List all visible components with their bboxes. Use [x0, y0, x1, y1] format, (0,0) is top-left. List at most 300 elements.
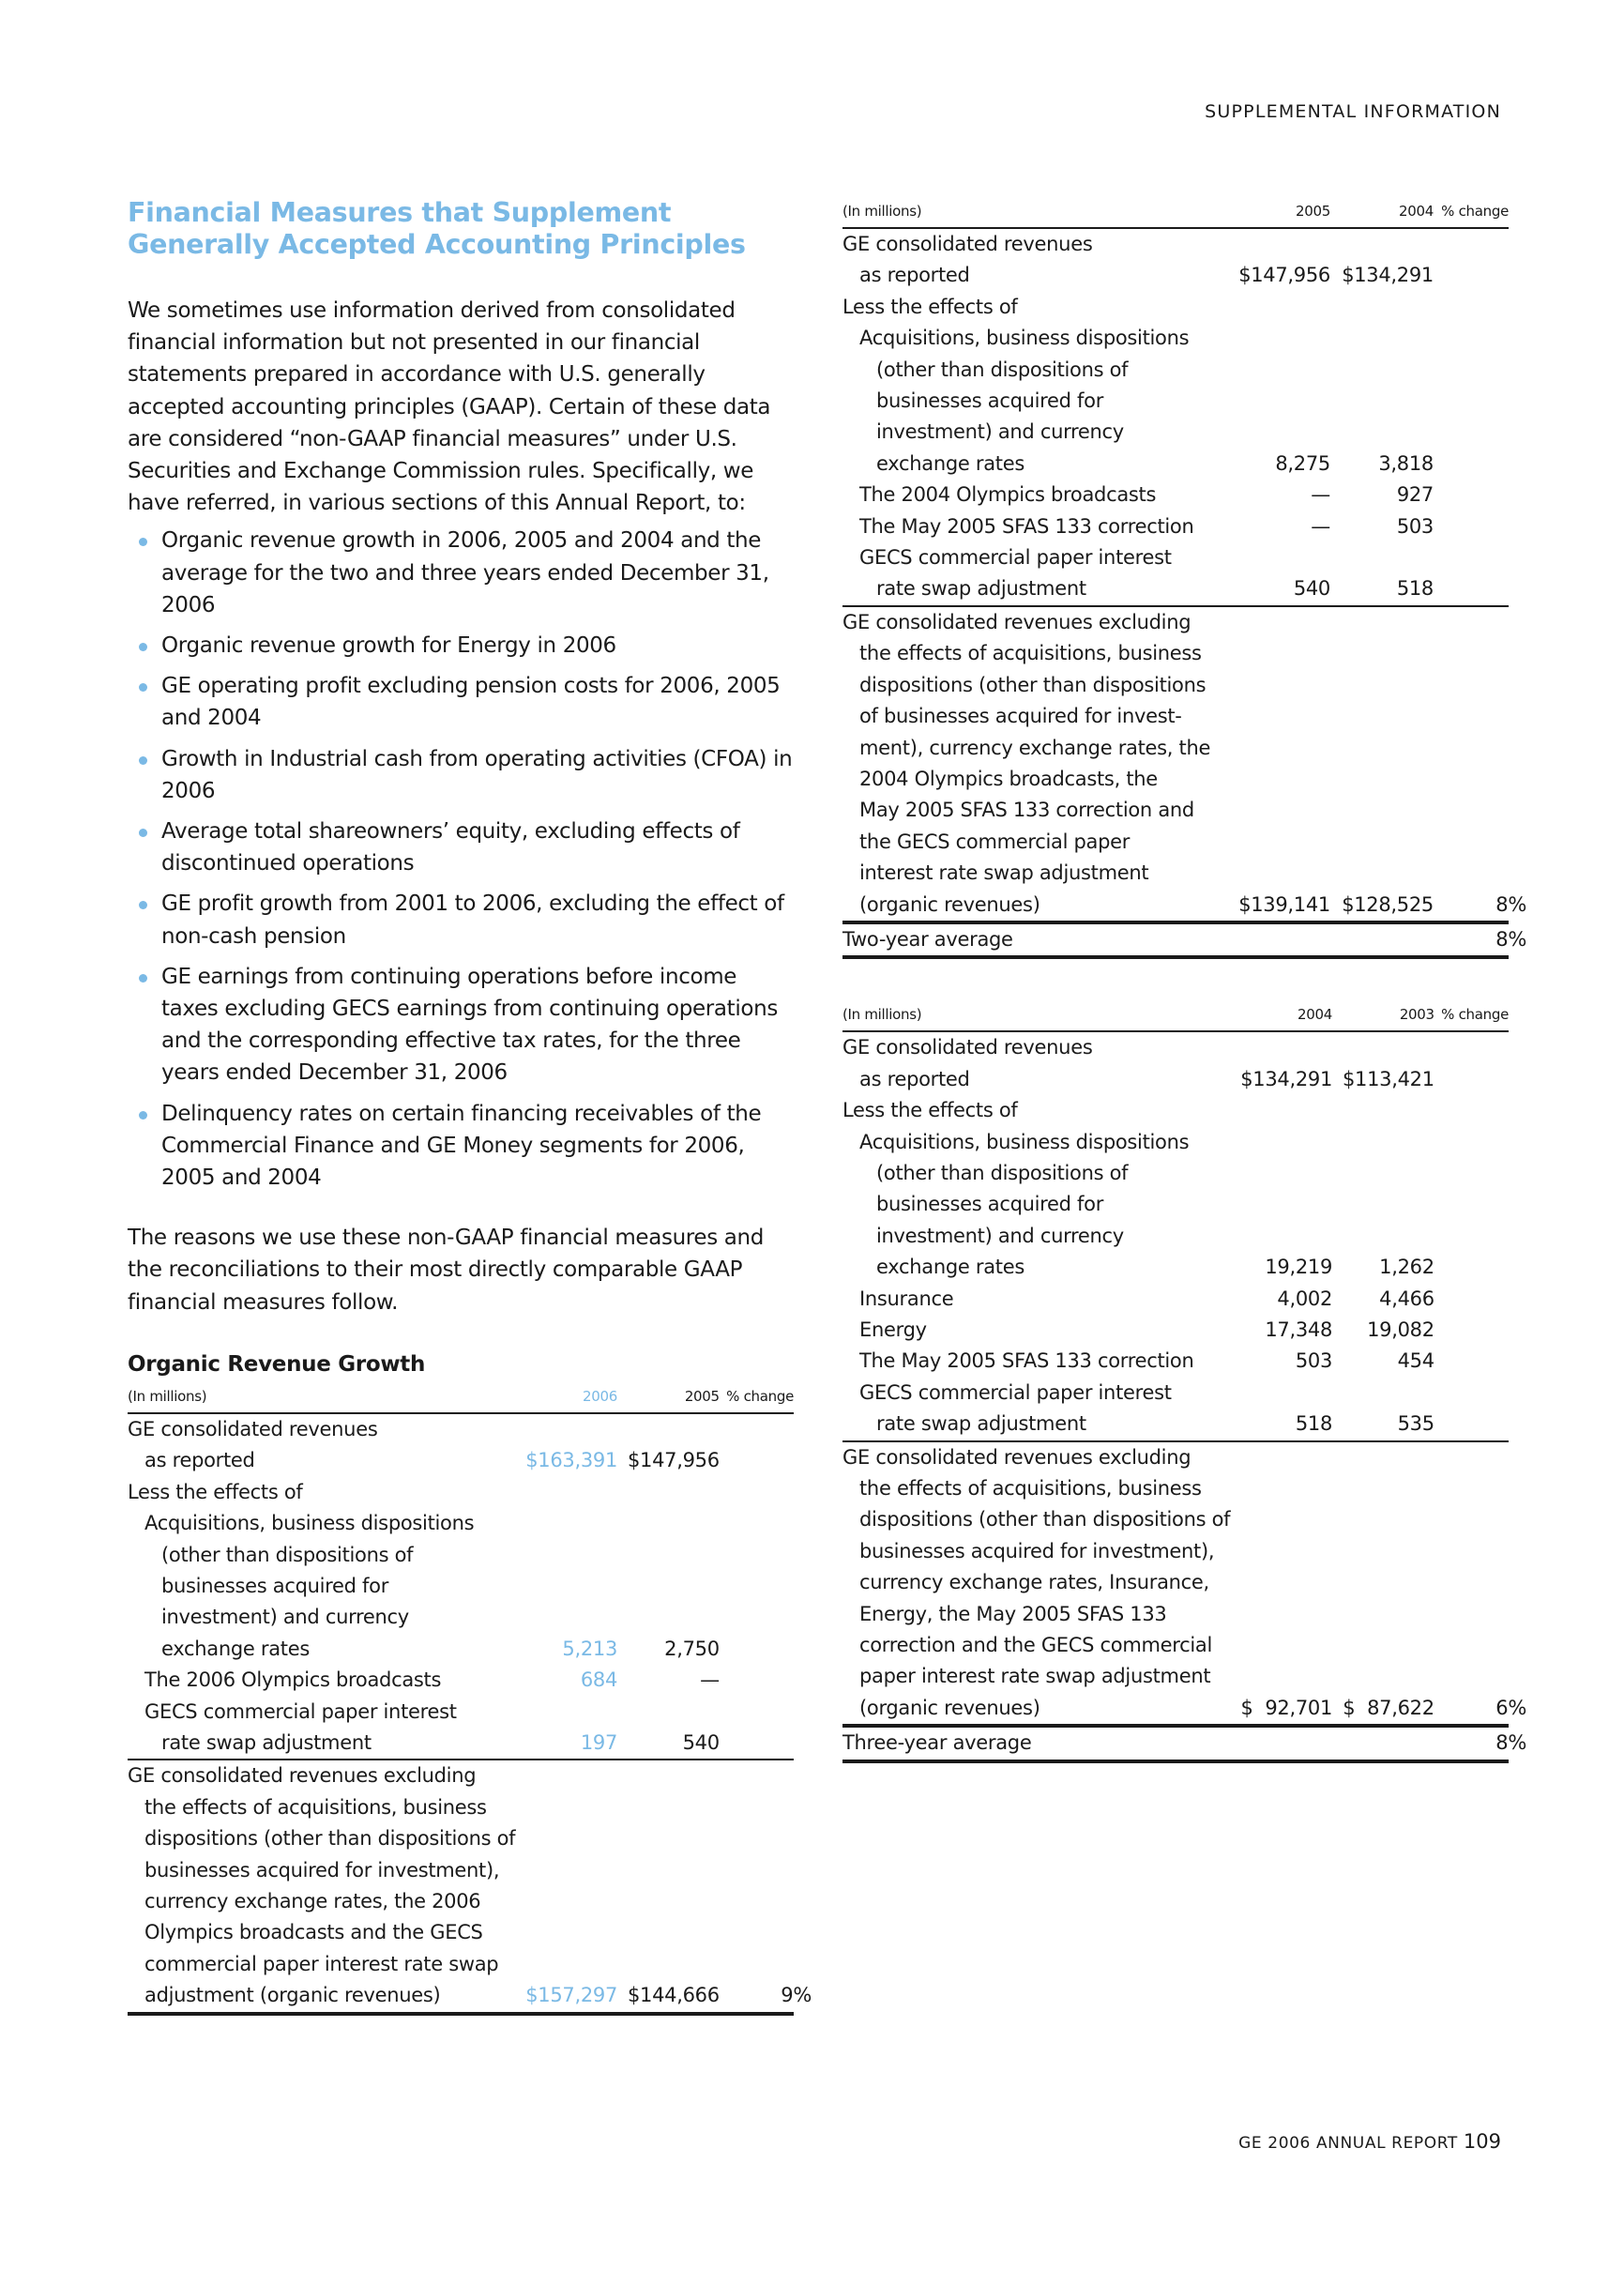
- header-year-prior: 2003: [1332, 1002, 1434, 1031]
- table-row: [842, 1221, 1509, 1252]
- header-year-prior: 2004: [1330, 199, 1434, 228]
- cell-year-current: $ 92,701: [1230, 1693, 1332, 1726]
- cell-year-current: 17,348: [1265, 1318, 1333, 1341]
- cell-year-current: [1227, 542, 1330, 573]
- header-year-current: 2006: [515, 1384, 617, 1413]
- cell-year-current: [1227, 638, 1330, 669]
- header-units: (In millions): [842, 199, 1227, 228]
- table-row: [842, 638, 1509, 669]
- bullet-icon: [139, 974, 147, 983]
- cell-pct-change: [1434, 386, 1509, 417]
- cell-year-prior: [617, 1697, 720, 1728]
- cell-year-prior: [1332, 1536, 1434, 1567]
- pct-value: 6%: [1495, 1696, 1526, 1719]
- cell-year-current: [1230, 1031, 1332, 1063]
- cell-year-prior: [1332, 1158, 1434, 1189]
- table-row: [842, 890, 1509, 922]
- row-label: GE consolidated revenues: [842, 1036, 1093, 1059]
- row-label: The 2004 Olympics broadcasts: [859, 483, 1157, 507]
- cell-year-prior: [1330, 795, 1434, 826]
- financial-table: [842, 199, 1526, 959]
- cell-pct-change: [720, 1540, 794, 1571]
- cell-pct-change: [1434, 670, 1509, 701]
- table-row: [842, 323, 1509, 354]
- cell-pct-change: [1434, 1504, 1509, 1535]
- cell-year-current: [1227, 858, 1330, 889]
- table-row: [842, 701, 1509, 732]
- cell-year-current: [515, 1508, 617, 1539]
- cell-year-prior: [1330, 542, 1434, 573]
- row-label: as reported: [144, 1449, 255, 1472]
- row-label: Energy, the May 2005 SFAS 133: [859, 1602, 1167, 1625]
- row-label: businesses acquired for: [161, 1574, 389, 1597]
- row-label: currency exchange rates, the 2006: [144, 1889, 481, 1912]
- row-label: Acquisitions, business dispositions: [859, 327, 1190, 350]
- cell-pct-change: [720, 1445, 794, 1476]
- table-row: [842, 542, 1509, 573]
- cell-year-prior: [1330, 701, 1434, 732]
- cell-pct-change: [1434, 417, 1509, 448]
- bullet-icon: [139, 538, 147, 546]
- row-label: of businesses acquired for invest-: [859, 705, 1182, 728]
- row-label: The May 2005 SFAS 133 correction: [859, 1349, 1194, 1373]
- cell-year-prior: [1332, 1661, 1434, 1692]
- bullet-icon: [139, 901, 147, 909]
- cell-year-prior: [617, 1917, 720, 1948]
- cell-year-current: [515, 1917, 617, 1948]
- organic-revenue-table-2005: [842, 199, 1526, 959]
- section-title: Financial Measures that Supplement Generally Accepted Accounting Principles: [128, 197, 746, 260]
- cell-year-prior: [1330, 228, 1434, 260]
- row-label: Less the effects of: [128, 1480, 303, 1503]
- cell-pct-change: [1434, 890, 1526, 922]
- table-row: [842, 260, 1509, 291]
- cell-year-prior: [617, 1413, 720, 1445]
- bullet-icon: [139, 756, 147, 765]
- row-label: dispositions (other than dispositions: [859, 673, 1207, 696]
- table-row: [128, 1823, 794, 1854]
- cell-year-prior: [1332, 1378, 1434, 1409]
- row-label: interest rate swap adjustment: [859, 861, 1149, 885]
- cell-year-current: [1230, 1127, 1332, 1158]
- cell-year-prior: [1330, 606, 1434, 638]
- cell-year-prior: 927: [1396, 483, 1434, 507]
- row-label: GE consolidated revenues excluding: [128, 1764, 477, 1788]
- bullet-text: Organic revenue growth in 2006, 2005 and 2004 and the average for the two and three years ended December 31, 2006: [161, 528, 769, 617]
- table-row: [842, 511, 1509, 542]
- header-units: (In millions): [128, 1384, 515, 1413]
- cell-pct-change: [1434, 1599, 1509, 1630]
- cell-year-current: [1230, 1567, 1332, 1598]
- cell-year-prior: 1,262: [1379, 1256, 1434, 1279]
- cell-year-current: [515, 1949, 617, 1980]
- table-row: [128, 1508, 794, 1539]
- table-row: [842, 1661, 1509, 1692]
- cell-year-prior: [1332, 1726, 1434, 1760]
- table-row: [128, 1477, 794, 1508]
- cell-pct-change: [1434, 511, 1509, 542]
- cell-year-prior: [1330, 733, 1434, 764]
- closing-paragraph: The reasons we use these non-GAAP financial measures and the reconciliations to their most directly comparable GAAP financial measures follow.: [128, 1226, 765, 1315]
- table-row: [842, 573, 1509, 605]
- table-row: [842, 606, 1509, 638]
- cell-pct-change: [1434, 228, 1509, 260]
- cell-pct-change: [1434, 1441, 1509, 1473]
- cell-year-prior: [1332, 1127, 1434, 1158]
- cell-pct-change: [1434, 323, 1509, 354]
- table-row: [842, 764, 1509, 795]
- cell-year-current: [1227, 386, 1330, 417]
- bullet-item: [128, 815, 794, 879]
- bullet-text: GE profit growth from 2001 to 2006, excluding the effect of non-cash pension: [161, 891, 784, 949]
- cell-pct-change: [1434, 292, 1509, 323]
- table-row: [842, 1726, 1509, 1760]
- header-year-prior: 2005: [617, 1384, 720, 1413]
- cell-year-prior: [617, 1540, 720, 1571]
- row-label: Acquisitions, business dispositions: [859, 1130, 1190, 1153]
- row-label: ment), currency exchange rates, the: [859, 736, 1211, 759]
- subsection-title: Organic Revenue Growth: [128, 1351, 426, 1377]
- table-row: [842, 1473, 1509, 1504]
- cell-year-prior: [617, 1792, 720, 1823]
- cell-pct-change: [1434, 449, 1509, 480]
- cell-year-prior: $144,666: [617, 1980, 720, 2013]
- table-row: [842, 858, 1509, 889]
- table-row: [128, 1760, 794, 1791]
- table-row: [128, 1413, 794, 1445]
- cell-pct-change: [720, 1571, 794, 1602]
- bullet-item: [128, 630, 794, 662]
- cell-year-prior: [1330, 386, 1434, 417]
- cell-year-prior: [1330, 827, 1434, 858]
- cell-year-current: [1230, 1095, 1332, 1126]
- row-label: businesses acquired for: [876, 1193, 1104, 1216]
- cell-pct-change: [1434, 480, 1509, 510]
- row-label: 2004 Olympics broadcasts, the: [859, 767, 1158, 790]
- row-label: currency exchange rates, Insurance,: [859, 1571, 1209, 1594]
- cell-year-current: $139,141: [1227, 890, 1330, 922]
- pct-value: 8%: [1495, 1731, 1526, 1755]
- cell-year-current: [1230, 1661, 1332, 1692]
- cell-pct-change: [1434, 1378, 1509, 1409]
- table-spacer: [842, 959, 1509, 1002]
- cell-pct-change: [1434, 638, 1509, 669]
- table-row: [842, 1567, 1509, 1598]
- row-label: GE consolidated revenues: [842, 233, 1093, 255]
- table-row: [842, 1378, 1509, 1409]
- cell-year-current: 4,002: [1277, 1287, 1333, 1310]
- table-row: [128, 1445, 794, 1476]
- row-label: investment) and currency: [876, 420, 1124, 444]
- cell-year-prior: [1330, 764, 1434, 795]
- cell-year-prior: [617, 1508, 720, 1539]
- row-label: the effects of acquisitions, business: [859, 642, 1202, 665]
- row-label: rate swap adjustment: [842, 1409, 1230, 1440]
- row-label: GECS commercial paper interest: [144, 1699, 457, 1723]
- cell-year-prior: [1330, 638, 1434, 669]
- table-row: [842, 1031, 1509, 1063]
- cell-year-current: $157,297: [515, 1980, 617, 2013]
- table-row: [128, 1571, 794, 1602]
- cell-pct-change: [1434, 355, 1509, 386]
- pct-value: 8%: [1495, 927, 1526, 951]
- cell-year-current: [1230, 1158, 1332, 1189]
- cell-year-current: [1227, 417, 1330, 448]
- pct-value: 9%: [781, 1984, 812, 2007]
- header-pct-change: % change: [1434, 199, 1509, 228]
- row-label: GE consolidated revenues: [128, 1417, 378, 1440]
- table-row: [128, 1728, 794, 1760]
- row-label: correction and the GECS commercial: [859, 1634, 1213, 1657]
- cell-pct-change: [720, 1697, 794, 1728]
- cell-year-prior: [617, 1949, 720, 1980]
- cell-year-current: [1227, 355, 1330, 386]
- bullet-text: Delinquency rates on certain financing receivables of the Commercial Finance and GE Money segments for 2006, 2005 and 2004: [161, 1101, 762, 1191]
- table-row: [842, 1504, 1509, 1535]
- table-row: [842, 1693, 1509, 1726]
- cell-year-current: [1230, 1630, 1332, 1661]
- cell-pct-change: [720, 1634, 794, 1665]
- cell-pct-change: [720, 1508, 794, 1539]
- cell-year-current: —: [1311, 514, 1330, 538]
- table-row: [842, 1284, 1509, 1315]
- footer-report-title: GE 2006 ANNUAL REPORT: [1238, 2134, 1458, 2153]
- row-label: businesses acquired for investment),: [859, 1539, 1215, 1562]
- cell-year-current: [515, 1413, 617, 1445]
- cell-year-current: [515, 1477, 617, 1508]
- cell-pct-change: [720, 1413, 794, 1445]
- cell-year-current: [1230, 1599, 1332, 1630]
- table-row: [128, 1697, 794, 1728]
- pct-value: 8%: [1495, 892, 1526, 916]
- table-row: [842, 1064, 1509, 1095]
- row-label: (other than dispositions of: [161, 1543, 414, 1566]
- cell-pct-change: [720, 1917, 794, 1948]
- cell-year-prior: [1330, 922, 1434, 957]
- table-row: [842, 1315, 1509, 1346]
- cell-pct-change: [1434, 922, 1526, 957]
- row-label: The 2006 Olympics broadcasts: [144, 1668, 442, 1692]
- cell-pct-change: [1434, 858, 1509, 889]
- cell-year-prior: [1330, 858, 1434, 889]
- cell-pct-change: [1434, 1158, 1509, 1189]
- cell-year-current: [1227, 795, 1330, 826]
- row-label: as reported: [859, 264, 970, 287]
- cell-year-prior: [1332, 1599, 1434, 1630]
- cell-year-current: [1230, 1378, 1332, 1409]
- cell-year-prior: 454: [1397, 1349, 1434, 1373]
- bullet-text: GE earnings from continuing operations before income taxes excluding GECS earnings from continuing operations and the corresponding effective tax rates, for the three years ended December 31, 2006: [161, 964, 778, 1086]
- row-label: May 2005 SFAS 133 correction and: [859, 799, 1194, 822]
- page-footer: [1238, 2130, 1501, 2153]
- header-units: (In millions): [842, 1002, 1230, 1031]
- cell-year-current: —: [1311, 483, 1330, 507]
- table-row: [128, 1634, 794, 1665]
- table-row: [842, 1536, 1509, 1567]
- cell-year-prior: [1330, 670, 1434, 701]
- table-row: [842, 733, 1509, 764]
- financial-table: [842, 1002, 1526, 1762]
- table-row: [842, 386, 1509, 417]
- cell-year-prior: [1332, 1221, 1434, 1252]
- table-row: [128, 1980, 794, 2013]
- cell-pct-change: [720, 1823, 794, 1854]
- cell-pct-change: [720, 1792, 794, 1823]
- cell-year-prior: [1332, 1189, 1434, 1220]
- cell-pct-change: [1434, 733, 1509, 764]
- cell-year-current: [1230, 1221, 1332, 1252]
- row-label: rate swap adjustment: [842, 573, 1227, 605]
- cell-year-current: [1230, 1441, 1332, 1473]
- cell-year-current: $134,291: [1240, 1067, 1333, 1090]
- cell-year-prior: [1332, 1630, 1434, 1661]
- table-row: [842, 795, 1509, 826]
- cell-year-prior: —: [700, 1668, 720, 1692]
- cell-pct-change: [720, 1855, 794, 1886]
- row-label: (organic revenues): [842, 890, 1227, 922]
- cell-pct-change: [1434, 542, 1509, 573]
- table-row: [842, 1252, 1509, 1283]
- cell-pct-change: [1434, 1095, 1509, 1126]
- header-year-current: 2005: [1227, 199, 1330, 228]
- row-label: The May 2005 SFAS 133 correction: [859, 514, 1194, 538]
- bullet-item: [128, 1098, 794, 1195]
- row-label: rate swap adjustment: [128, 1728, 515, 1760]
- table-row: [128, 1665, 794, 1696]
- cell-year-current: 518: [1230, 1409, 1332, 1440]
- cell-pct-change: [1434, 1693, 1526, 1726]
- cell-year-prior: 535: [1332, 1409, 1434, 1440]
- table-row: [128, 1949, 794, 1980]
- row-label: (other than dispositions of: [876, 358, 1129, 381]
- cell-year-prior: [1332, 1095, 1434, 1126]
- cell-year-prior: $128,525: [1330, 890, 1434, 922]
- row-label: GE consolidated revenues excluding: [842, 1445, 1191, 1469]
- table-row: [842, 355, 1509, 386]
- bullet-item: [128, 961, 794, 1089]
- bullet-item: [128, 743, 794, 807]
- organic-revenue-table-2004: [842, 1002, 1526, 1762]
- row-label: (organic revenues): [842, 1693, 1230, 1726]
- table-row: [128, 1602, 794, 1633]
- cell-year-current: [515, 1697, 617, 1728]
- cell-pct-change: [720, 1760, 794, 1791]
- bullet-text: Average total shareowners’ equity, excluding effects of discontinued operations: [161, 819, 740, 876]
- cell-pct-change: [1434, 764, 1509, 795]
- table-row: [842, 417, 1509, 448]
- cell-year-prior: [617, 1477, 720, 1508]
- cell-pct-change: [1434, 573, 1509, 605]
- cell-year-current: [515, 1540, 617, 1571]
- cell-pct-change: [1434, 1346, 1509, 1377]
- cell-year-prior: 4,466: [1379, 1287, 1434, 1310]
- cell-year-current: [1227, 670, 1330, 701]
- cell-year-current: [515, 1886, 617, 1917]
- cell-year-prior: 503: [1396, 514, 1434, 538]
- cell-year-current: 503: [1295, 1349, 1333, 1373]
- bullet-item: [128, 888, 794, 952]
- row-label: as reported: [859, 1067, 970, 1090]
- cell-year-current: 684: [580, 1668, 618, 1692]
- cell-year-current: 540: [1227, 573, 1330, 605]
- cell-year-prior: [617, 1760, 720, 1791]
- cell-year-prior: 3,818: [1378, 451, 1434, 475]
- table-row: [842, 1630, 1509, 1661]
- table-row: [842, 1158, 1509, 1189]
- table-row: [128, 1917, 794, 1948]
- row-label: exchange rates: [161, 1637, 310, 1660]
- cell-year-current: [1227, 228, 1330, 260]
- cell-year-prior: [1332, 1504, 1434, 1535]
- financial-table: [128, 1384, 812, 2016]
- row-label: investment) and currency: [876, 1224, 1124, 1247]
- cell-year-current: [1227, 827, 1330, 858]
- row-label: Energy: [859, 1318, 927, 1341]
- table-row: [128, 1886, 794, 1917]
- cell-pct-change: [1434, 1409, 1509, 1440]
- cell-year-current: 8,275: [1275, 451, 1330, 475]
- cell-year-prior: [1332, 1473, 1434, 1504]
- table-row: [128, 1540, 794, 1571]
- cell-year-current: [1227, 323, 1330, 354]
- cell-pct-change: [720, 1980, 812, 2013]
- cell-pct-change: [1434, 1630, 1509, 1661]
- cell-year-prior: [1332, 1567, 1434, 1598]
- header-pct-change: % change: [1434, 1002, 1509, 1031]
- cell-year-current: [1227, 292, 1330, 323]
- row-label: the effects of acquisitions, business: [144, 1795, 487, 1819]
- cell-year-current: 197: [515, 1728, 617, 1760]
- cell-year-current: [515, 1823, 617, 1854]
- cell-pct-change: [1434, 1284, 1509, 1315]
- cell-year-prior: [617, 1855, 720, 1886]
- cell-year-current: 19,219: [1265, 1256, 1333, 1279]
- row-label: Less the effects of: [842, 1099, 1018, 1122]
- table-row: [842, 1346, 1509, 1377]
- row-label: Less the effects of: [842, 295, 1018, 318]
- row-label: businesses acquired for investment),: [144, 1858, 500, 1882]
- cell-year-prior: [1330, 355, 1434, 386]
- cell-year-current: [1230, 1473, 1332, 1504]
- cell-year-prior: [617, 1823, 720, 1854]
- bullet-text: Growth in Industrial cash from operating activities (CFOA) in 2006: [161, 746, 793, 803]
- cell-year-prior: [617, 1571, 720, 1602]
- left-column: [128, 197, 812, 2016]
- cell-pct-change: [720, 1886, 794, 1917]
- page-number: 109: [1463, 2130, 1501, 2153]
- cell-pct-change: [720, 1949, 794, 1980]
- cell-pct-change: [1434, 1661, 1509, 1692]
- cell-year-prior: 2,750: [664, 1637, 720, 1660]
- bullet-icon: [139, 683, 147, 692]
- cell-pct-change: [1434, 1315, 1509, 1346]
- table-row: [128, 1855, 794, 1886]
- bullet-icon: [139, 1111, 147, 1120]
- cell-year-prior: 518: [1330, 573, 1434, 605]
- cell-year-prior: $134,291: [1342, 264, 1434, 287]
- table-header-row: [842, 199, 1509, 228]
- table-row: [842, 1409, 1509, 1440]
- cell-year-current: $163,391: [525, 1449, 618, 1472]
- cell-pct-change: [1434, 1064, 1509, 1095]
- row-label: the effects of acquisitions, business: [859, 1477, 1202, 1501]
- cell-year-prior: 19,082: [1367, 1318, 1434, 1341]
- cell-pct-change: [720, 1602, 794, 1633]
- row-label: businesses acquired for: [876, 389, 1104, 413]
- cell-year-current: [1227, 764, 1330, 795]
- cell-year-prior: $ 87,622: [1332, 1693, 1434, 1726]
- cell-year-prior: 540: [617, 1728, 720, 1760]
